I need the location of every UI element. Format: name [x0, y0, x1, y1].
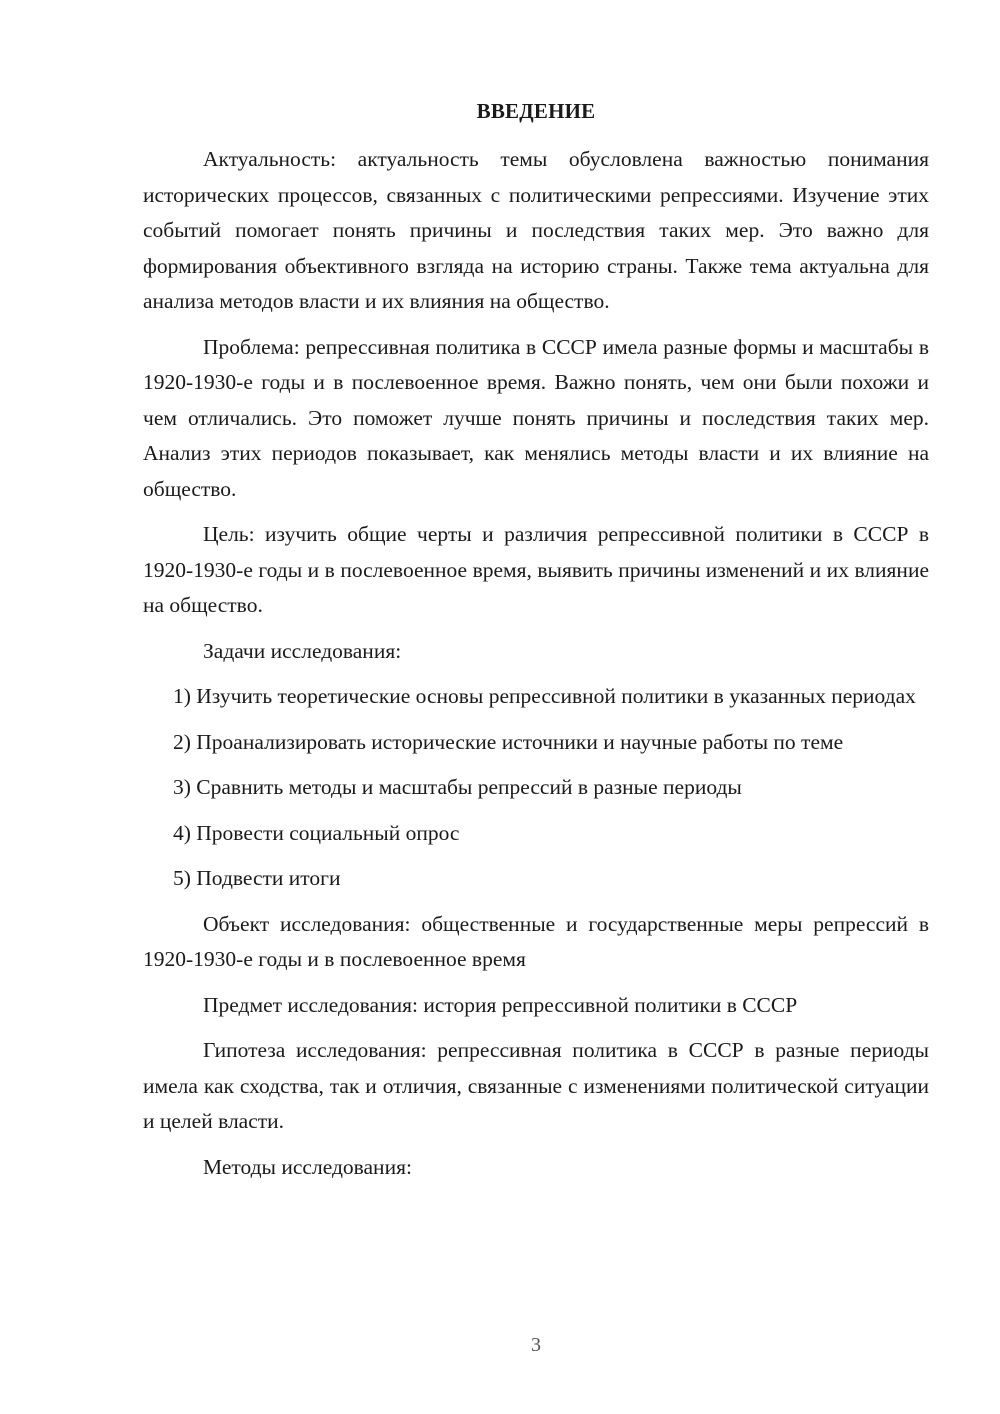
- tasks-title: Задачи исследования:: [203, 638, 402, 663]
- goal-paragraph: Цель: изучить общие черты и различия репрессивной политики в СССР в 1920-1930-е годы и в послевоенное время, выявить причины изменений и их влияние на общество.: [143, 522, 929, 617]
- task-item: 4) Провести социальный опрос: [173, 820, 460, 845]
- task-item: 1) Изучить теоретические основы репрессивной политики в указанных периодах: [173, 684, 916, 708]
- page-number: 3: [531, 1334, 541, 1356]
- task-item: 3) Сравнить методы и масштабы репрессий в разные периоды: [173, 775, 742, 799]
- section-heading: ВВЕДЕНИЕ: [476, 99, 596, 123]
- document-body: [143, 142, 929, 1195]
- methods-title: Методы исследования:: [203, 1154, 412, 1179]
- hypothesis-paragraph: Гипотеза исследования: репрессивная политика в СССР в разные периоды имела как сходства, так и отличия, связанные с изменениями политической ситуации и целей власти.: [143, 1038, 929, 1133]
- task-item: 5) Подвести итоги: [173, 866, 341, 890]
- object-paragraph: Объект исследования: общественные и государственные меры репрессий в 1920-1930-е годы и в послевоенное время: [143, 911, 929, 971]
- relevance-paragraph: Актуальность: актуальность темы обусловлена важностью понимания исторических процессов, связанных с политическими репрессиями. Изучение этих событий помогает понять причины и последствия таких мер. Это важно для формирования объективного взгляда на историю страны. Также тема актуальна для анализа методов власти и их влияния на общество.: [143, 147, 929, 313]
- problem-paragraph: Проблема: репрессивная политика в СССР имела разные формы и масштабы в 1920-1930-е годы и в послевоенное время. Важно понять, чем они были похожи и чем отличались. Это поможет лучше понять причины и последствия таких мер. Анализ этих периодов показывает, как менялись методы власти и их влияние на общество.: [143, 334, 929, 501]
- task-item: 2) Проанализировать исторические источники и научные работы по теме: [173, 729, 844, 754]
- subject-paragraph: Предмет исследования: история репрессивной политики в СССР: [203, 992, 798, 1017]
